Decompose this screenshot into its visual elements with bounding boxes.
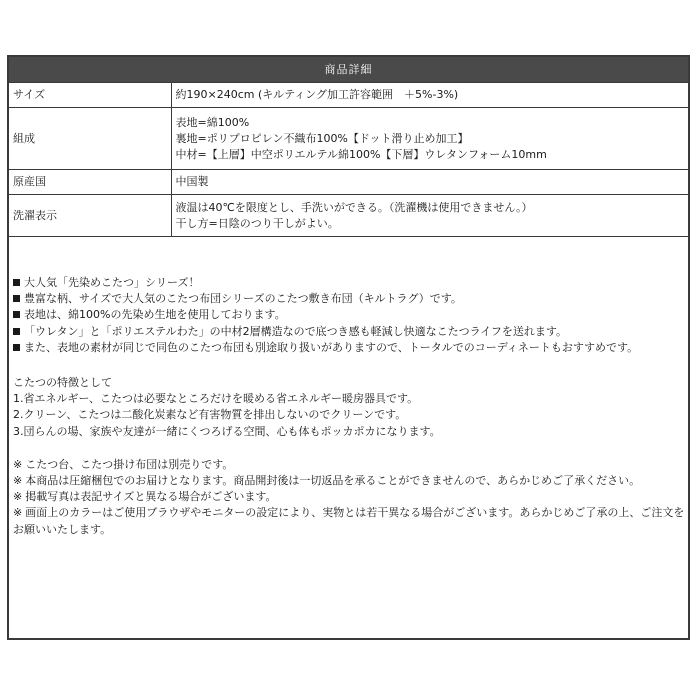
spec-label: サイズ	[9, 83, 171, 108]
spec-table	[9, 82, 688, 237]
feature-item: 2.クリーン、こたつは二酸化炭素など有害物質を排出しないのでクリーンです。	[13, 408, 407, 422]
square-bullet-icon	[13, 328, 20, 335]
spec-value-line: 中国製	[175, 175, 209, 188]
spec-value-line: 干し方=日陰のつり干しがよい。	[175, 216, 339, 230]
spec-value	[171, 83, 688, 108]
spec-value-line: 液温は40℃を限度とし、手洗いができる。（洗濯機は使用できません。）	[175, 200, 533, 214]
bullet-item: 表地は、綿100%の先染め生地を使用しております。	[13, 307, 685, 323]
square-bullet-icon	[13, 311, 20, 318]
description-section	[13, 275, 685, 552]
spec-value-line: 表地=綿100%	[175, 115, 250, 129]
spec-label: 洗濯表示	[9, 195, 171, 237]
spec-row-origin	[9, 170, 688, 195]
square-bullet-icon	[13, 295, 20, 302]
note-item: ※ こたつ台、こたつ掛け布団は別売りです。	[13, 457, 234, 471]
spec-value	[171, 170, 688, 195]
features-heading: こたつの特徴として	[13, 376, 112, 390]
spec-row-size	[9, 83, 688, 108]
spec-label: 組成	[9, 108, 171, 170]
note-item: ※ 画面上のカラーはご使用ブラウザやモニターの設定により、実物とは若干異なる場合がございます。あらかじめご了承の上、ご注文をお願いいたします。	[13, 506, 685, 536]
note-mark: ※	[13, 490, 23, 504]
spec-value	[171, 108, 688, 170]
note-item: ※ 本商品は圧縮梱包でのお届けとなります。商品開封後は一切返品を承ることができませんので、あらかじめご了承ください。	[13, 474, 641, 488]
spec-value-line: 約190×240cm (キルティング加工許容範囲 ＋5%-3%)	[175, 88, 459, 101]
spec-row-composition	[9, 108, 688, 170]
square-bullet-icon	[13, 279, 20, 286]
product-details-panel	[7, 55, 690, 640]
bullet-item: 豊富な柄、サイズで大人気のこたつ布団シリーズのこたつ敷き布団（キルトラグ）です。	[13, 291, 685, 307]
note-mark: ※	[13, 474, 23, 488]
bullet-item: 「ウレタン」と「ポリエステルわた」の中材2層構造なので底つき感も軽減し快適なこたつライフを送れます。	[13, 324, 685, 340]
feature-item: 1.省エネルギー、こたつは必要なところだけを暖める省エネルギー暖房器具です。	[13, 392, 419, 406]
feature-item: 3.団らんの場、家族や友達が一緒にくつろげる空間、心も体もポッカポカになります。	[13, 424, 441, 438]
spec-value-line: 中材=【上層】中空ポリエルテル綿100%【下層】ウレタンフォーム10mm	[175, 147, 547, 161]
bullet-item: 大人気「先染めこたつ」シリーズ！	[13, 275, 685, 291]
note-item: ※ 掲載写真は表記サイズと異なる場合がございます。	[13, 490, 277, 504]
spec-value-line: 裏地=ポリプロピレン不織布100%【ドット滑り止め加工】	[175, 131, 469, 145]
product-details-header: 商品詳細	[9, 57, 688, 82]
note-mark: ※	[13, 457, 23, 471]
note-mark: ※	[13, 506, 23, 520]
square-bullet-icon	[13, 344, 20, 351]
spec-row-washing	[9, 195, 688, 237]
spec-label: 原産国	[9, 170, 171, 195]
bullet-item: また、表地の素材が同じで同色のこたつ布団も別途取り扱いがありますので、トータルでのコーディネートもおすすめです。	[13, 340, 685, 356]
spec-value	[171, 195, 688, 237]
